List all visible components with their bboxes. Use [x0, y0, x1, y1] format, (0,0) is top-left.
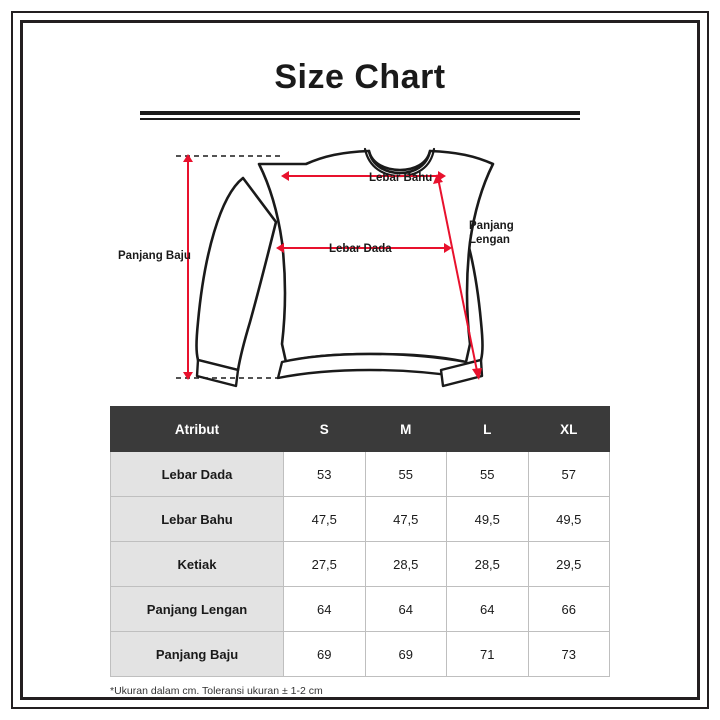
table-row	[111, 497, 610, 542]
cell-s: 69	[284, 632, 366, 677]
cell-s: 64	[284, 587, 366, 632]
table-row	[111, 452, 610, 497]
page-content	[36, 36, 684, 697]
label-lebar-dada: Lebar Dada	[329, 243, 392, 255]
cell-l: 28,5	[447, 542, 529, 587]
title-divider	[140, 111, 580, 120]
cell-m: 69	[365, 632, 447, 677]
cell-s: 27,5	[284, 542, 366, 587]
cell-xl: 73	[528, 632, 610, 677]
table-header-atribut: Atribut	[111, 407, 284, 452]
cell-m: 47,5	[365, 497, 447, 542]
table-header-xl: XL	[528, 407, 610, 452]
cell-l: 55	[447, 452, 529, 497]
row-attribute: Lebar Dada	[111, 452, 284, 497]
cell-l: 49,5	[447, 497, 529, 542]
table-header-m: M	[365, 407, 447, 452]
label-panjang-lengan: Panjang Lengan	[469, 220, 514, 247]
cell-m: 55	[365, 452, 447, 497]
cell-m: 28,5	[365, 542, 447, 587]
garment-illustration	[36, 126, 684, 398]
cell-xl: 57	[528, 452, 610, 497]
cell-m: 64	[365, 587, 447, 632]
title-divider-thick	[140, 111, 580, 115]
table-header-l: L	[447, 407, 529, 452]
sweater-shape	[197, 149, 494, 386]
cell-xl: 29,5	[528, 542, 610, 587]
title-divider-thin	[140, 118, 580, 120]
page-title: Size Chart	[274, 58, 446, 96]
row-attribute: Panjang Baju	[111, 632, 284, 677]
table-row	[111, 632, 610, 677]
cell-s: 47,5	[284, 497, 366, 542]
table-row	[111, 542, 610, 587]
row-attribute: Panjang Lengan	[111, 587, 284, 632]
size-table	[110, 406, 610, 677]
cell-xl: 66	[528, 587, 610, 632]
label-lebar-bahu: Lebar Bahu	[369, 172, 433, 184]
cell-s: 53	[284, 452, 366, 497]
footnote: *Ukuran dalam cm. Toleransi ukuran ± 1-2 cm	[110, 685, 323, 697]
cell-l: 64	[447, 587, 529, 632]
row-attribute: Ketiak	[111, 542, 284, 587]
table-header-s: S	[284, 407, 366, 452]
cell-xl: 49,5	[528, 497, 610, 542]
label-panjang-baju: Panjang Baju	[118, 250, 191, 262]
table-row	[111, 587, 610, 632]
table-header-row	[111, 407, 610, 452]
row-attribute: Lebar Bahu	[111, 497, 284, 542]
cell-l: 71	[447, 632, 529, 677]
